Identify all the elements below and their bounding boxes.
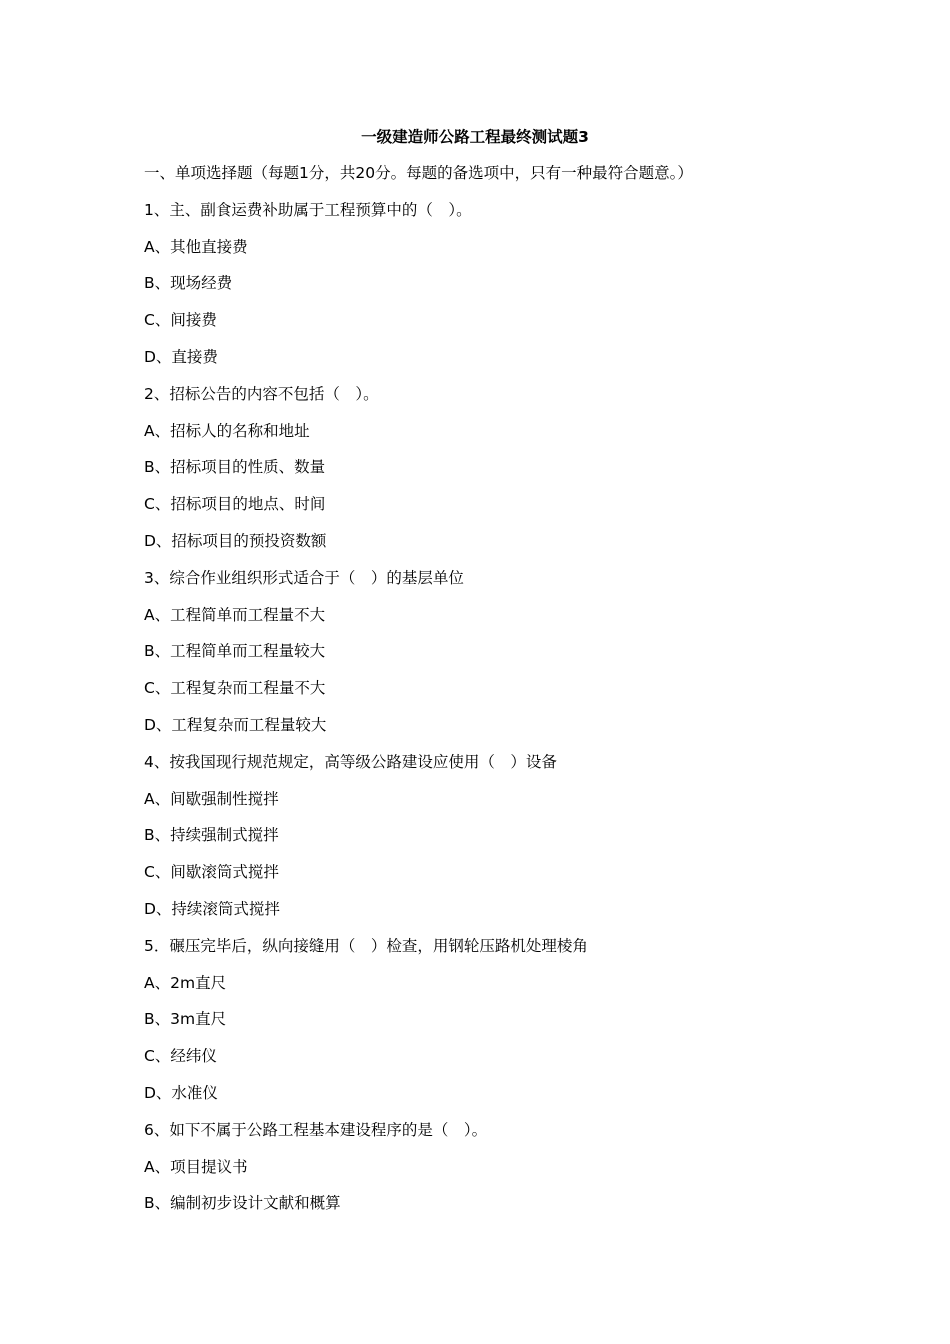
text-line: D、招标项目的预投资数额 (144, 531, 327, 550)
text-line: D、直接费 (144, 347, 218, 366)
text-line: D、持续滚筒式搅拌 (144, 899, 280, 918)
text-line: C、间接费 (144, 311, 217, 330)
text-line: 1、主、副食运费补助属于工程预算中的（ ）。 (144, 200, 472, 219)
text-line: C、间歇滚筒式搅拌 (144, 863, 279, 882)
text-line: B、编制初步设计文献和概算 (144, 1194, 341, 1213)
text-line: 6、如下不属于公路工程基本建设程序的是（ ）。 (144, 1120, 488, 1139)
text-line: A、其他直接费 (144, 237, 248, 256)
text-line: A、工程简单而工程量不大 (144, 605, 326, 624)
text-line: B、持续强制式搅拌 (144, 826, 279, 845)
text-line: A、招标人的名称和地址 (144, 421, 310, 440)
text-line: 4、按我国现行规范规定，高等级公路建设应使用（ ）设备 (144, 752, 557, 771)
document-title: 一级建造师公路工程最终测试题3 (361, 128, 589, 146)
question-list (144, 162, 844, 1229)
text-line: B、现场经费 (144, 274, 233, 293)
text-line: 2、招标公告的内容不包括（ ）。 (144, 384, 379, 403)
text-line: B、工程简单而工程量较大 (144, 642, 326, 661)
text-line: A、间歇强制性搅拌 (144, 789, 279, 808)
text-line: C、经纬仪 (144, 1047, 217, 1066)
text-line: D、工程复杂而工程量较大 (144, 715, 327, 734)
section-heading: 一、单项选择题（每题1分，共20分。每题的备选项中，只有一种最符合题意。） (144, 164, 693, 182)
text-line: B、招标项目的性质、数量 (144, 458, 326, 477)
text-line: 5．碾压完毕后，纵向接缝用（ ）检查，用钢轮压路机处理棱角 (144, 936, 588, 955)
text-line: B、3m直尺 (144, 1010, 227, 1029)
text-line: C、工程复杂而工程量不大 (144, 679, 326, 698)
text-line: D、水准仪 (144, 1083, 218, 1102)
text-line: A、2m直尺 (144, 973, 227, 992)
text-line: A、项目提议书 (144, 1157, 248, 1176)
text-line: C、招标项目的地点、时间 (144, 495, 326, 514)
text-line: 3、综合作业组织形式适合于（ ）的基层单位 (144, 568, 464, 587)
